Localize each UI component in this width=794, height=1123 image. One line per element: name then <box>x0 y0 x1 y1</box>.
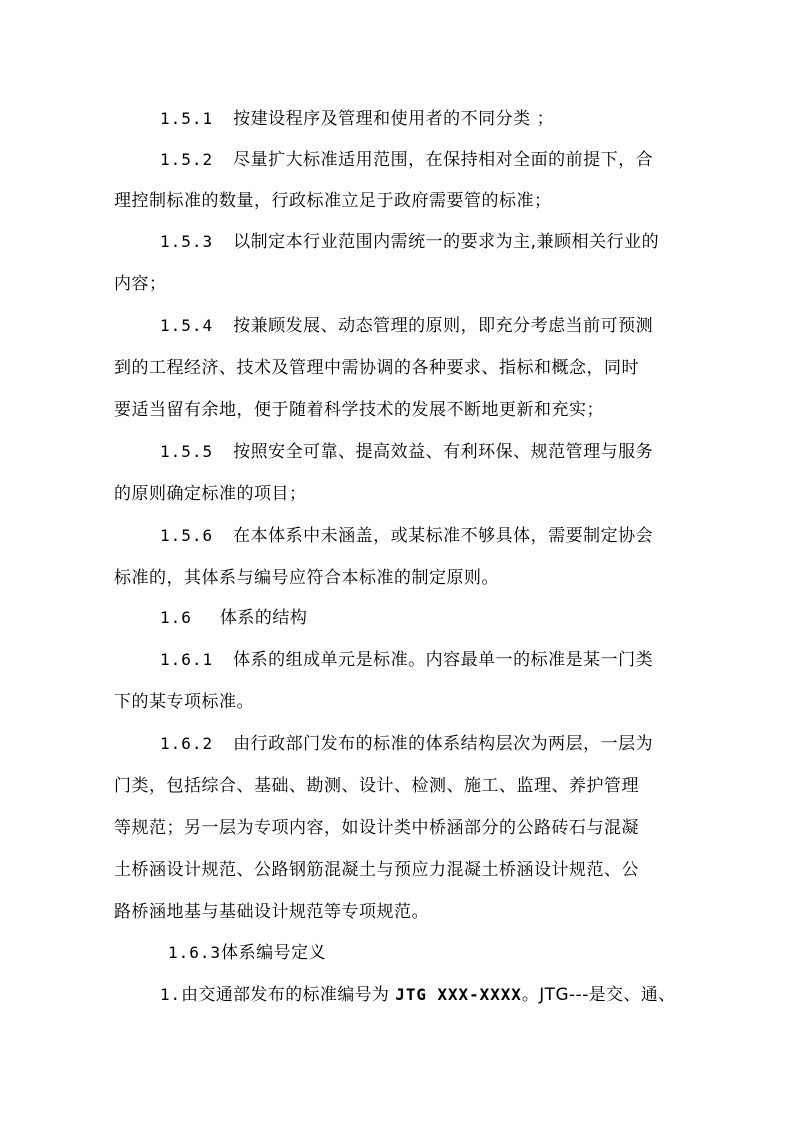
clause-1-5-3 <box>160 230 659 254</box>
clause-text: 在本体系中未涵盖，或某标准不够具体，需要制定协会 <box>233 526 654 546</box>
clause-number: 1.5.1 <box>160 109 214 128</box>
section-heading: 体系编号定义 <box>221 943 327 963</box>
clause-1-5-2 <box>160 148 653 172</box>
clause-text: 按兼顾发展、动态管理的原则，即充分考虑当前可预测 <box>233 316 654 336</box>
clause-continuation: 门类，包括综合、基础、勘测、设计、检测、施工、监理、养护管理 <box>114 776 639 796</box>
section-heading: 体系的结构 <box>219 608 308 628</box>
section-number: 1.6 <box>160 608 192 627</box>
clause-number: 1.6.1 <box>160 650 214 669</box>
clause-number: 1.5.6 <box>160 526 214 545</box>
clause-number: 1.5.3 <box>160 232 214 251</box>
clause-continuation: 理控制标准的数量，行政标准立足于政府需要管的标准； <box>114 191 552 211</box>
clause-number: 1.5.2 <box>160 150 214 169</box>
clause-1-5-4 <box>160 314 653 338</box>
clause-text: 以制定本行业范围内需统一的要求为主,兼顾相关行业的 <box>233 232 660 252</box>
section-1-6-3 <box>168 941 326 965</box>
item-number: 1. <box>160 985 182 1004</box>
item-text-tail: 。JTG---是交、通、 <box>521 985 676 1005</box>
clause-text: 按建设程序及管理和使用者的不同分类 ； <box>233 109 555 129</box>
clause-continuation: 等规范；另一层为专项内容，如设计类中桥涵部分的公路砖石与混凝 <box>114 818 639 838</box>
section-1-6 <box>160 606 307 630</box>
clause-number: 1.5.5 <box>160 442 214 461</box>
clause-1-5-5 <box>160 440 653 464</box>
clause-text: 按照安全可靠、提高效益、有利环保、规范管理与服务 <box>233 442 654 462</box>
clause-text: 由行政部门发布的标准的体系结构层次为两层，一层为 <box>233 734 654 754</box>
clause-1-5-6 <box>160 524 653 548</box>
clause-text: 尽量扩大标准适用范围，在保持相对全面的前提下，合 <box>233 150 654 170</box>
clause-1-6-2 <box>160 732 653 756</box>
clause-continuation: 下的某专项标准。 <box>114 692 254 712</box>
clause-1-6-1 <box>160 648 653 672</box>
clause-continuation: 土桥涵设计规范、公路钢筋混凝土与预应力混凝土桥涵设计规范、公 <box>114 860 639 880</box>
clause-continuation: 要适当留有余地，便于随着科学技术的发展不断地更新和充实； <box>114 400 604 420</box>
section-number: 1.6.3 <box>168 943 222 962</box>
numbered-item-1 <box>160 983 676 1007</box>
clause-continuation: 到的工程经济、技术及管理中需协调的各种要求、指标和概念，同时 <box>114 358 639 378</box>
clause-continuation: 路桥涵地基与基础设计规范等专项规范。 <box>114 902 429 922</box>
clause-continuation: 的原则确定标准的项目； <box>114 484 307 504</box>
clause-continuation: 内容； <box>114 274 167 294</box>
clause-text: 体系的组成单元是标准。内容最单一的标准是某一门类 <box>233 650 654 670</box>
clause-number: 1.5.4 <box>160 316 214 335</box>
standard-code: JTG XXX-XXXX <box>395 985 522 1004</box>
clause-continuation: 标准的，其体系与编号应符合本标准的制定原则。 <box>114 568 499 588</box>
clause-1-5-1 <box>160 107 554 131</box>
clause-number: 1.6.2 <box>160 734 214 753</box>
item-text: 由交通部发布的标准编号为 <box>181 985 396 1005</box>
